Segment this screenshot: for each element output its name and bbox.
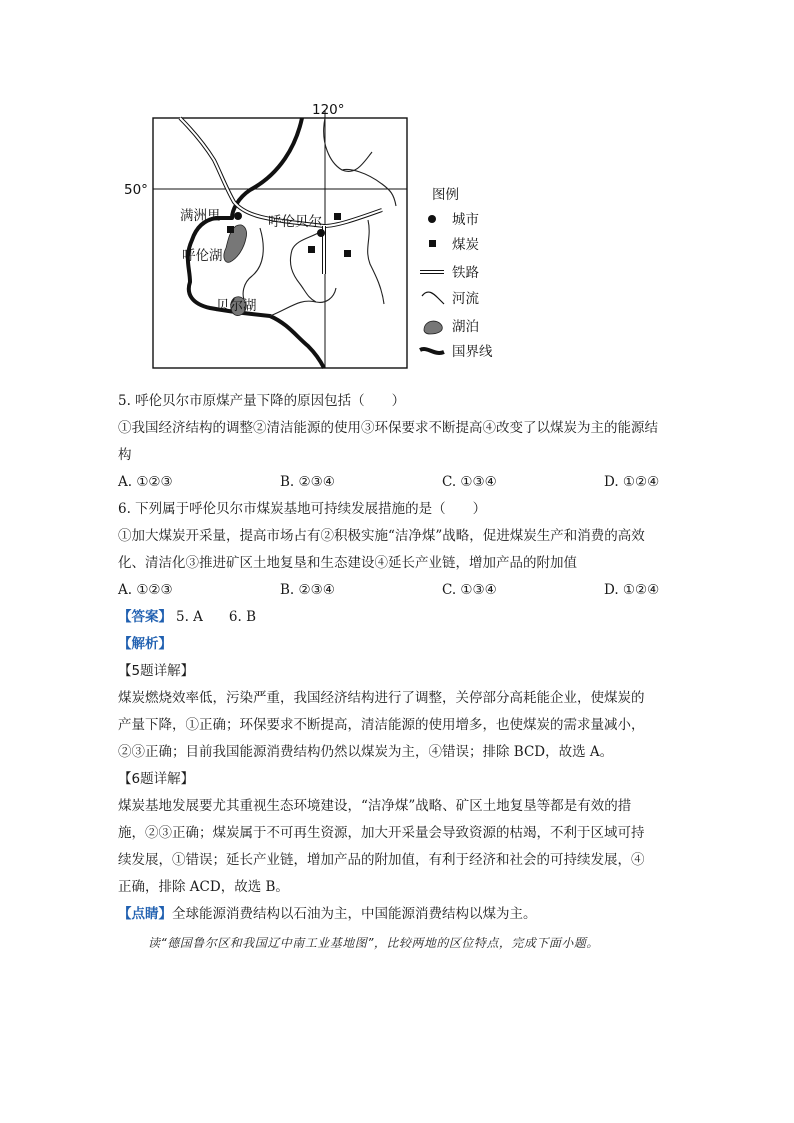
legend-lake-label: 湖泊	[452, 319, 479, 335]
legend-title: 图例	[432, 187, 459, 203]
legend-city-icon	[428, 215, 436, 223]
analysis-tag: 【解析】	[118, 636, 172, 652]
q5-choices-line2: 构	[118, 447, 132, 463]
legend-city-label: 城市	[452, 212, 479, 228]
hulunbuir-coal-map	[120, 98, 520, 378]
answer-6: 6. B	[228, 609, 257, 625]
q5-option-c: C. ①③④	[442, 474, 497, 490]
question-content	[118, 388, 678, 928]
q6-options	[118, 577, 678, 604]
q5-option-b: B. ②③④	[280, 474, 335, 490]
q5-choices-line1: ①我国经济结构的调整②清洁能源的使用③环保要求不断提高④改变了以煤炭为主的能源结	[118, 420, 658, 436]
legend-river-icon	[422, 292, 444, 304]
q6-option-c: C. ①③④	[442, 582, 497, 598]
q5-options	[118, 469, 678, 496]
next-question-intro: 读“德国鲁尔区和我国辽中南工业基地图”，比较两地的区位特点，完成下面小题。	[148, 936, 599, 950]
tip-text: 全球能源消费结构以石油为主，中国能源消费结构以煤为主。	[172, 906, 537, 922]
answer-line	[118, 604, 678, 631]
q6-option-b: B. ②③④	[280, 582, 335, 598]
detail6-line3: 续发展，①错误；延长产业链，增加产品的附加值，有利于经济和社会的可持续发展，④	[118, 852, 645, 868]
analysis-line	[118, 631, 678, 658]
detail6-line1: 煤炭基地发展要尤其重视生态环境建设，“洁净煤”战略、矿区土地复垦等都是有效的措	[118, 798, 632, 814]
q6-option-a: A. ①②③	[118, 582, 173, 598]
q6-choices-line1: ①加大煤炭开采量，提高市场占有②积极实施“洁净煤”战略，促进煤炭生产和消费的高效	[118, 528, 645, 544]
q6-choices-line2: 化、清洁化③推进矿区土地复垦和生态建设④延长产业链，增加产品的附加值	[118, 555, 577, 571]
detail5-line1: 煤炭燃烧效率低，污染严重，我国经济结构进行了调整，关停部分高耗能企业，使煤炭的	[118, 690, 645, 706]
hulun-lake-label: 呼伦湖	[182, 248, 223, 264]
manzhouli-city-dot	[234, 212, 242, 220]
manzhouli-label: 满洲里	[180, 208, 221, 224]
detail5-line3: ②③正确；目前我国能源消费结构仍然以煤炭为主，④错误；排除 BCD，故选 A。	[118, 744, 614, 760]
detail6-line4: 正确，排除 ACD，故选 B。	[118, 879, 289, 895]
q5-stem: 5. 呼伦贝尔市原煤产量下降的原因包括（ ）	[118, 393, 406, 409]
hulunbuir-label: 呼伦贝尔	[268, 214, 322, 230]
q5-option-a: A. ①②③	[118, 474, 173, 490]
lon-label: 120°	[312, 102, 345, 118]
map-legend	[420, 187, 493, 360]
q6-option-d: D. ①②④	[604, 582, 660, 598]
answer-5: 5. A	[176, 609, 203, 625]
lat-label: 50°	[124, 182, 148, 198]
tip-tag: 【点睛】	[118, 906, 172, 922]
buir-lake-label: 贝尔湖	[216, 298, 257, 314]
detail6-title: 【6题详解】	[118, 771, 195, 787]
tip-line	[118, 901, 678, 928]
national-border	[188, 118, 324, 368]
detail6-line2: 施，②③正确；煤炭属于不可再生资源，加大开采量会导致资源的枯竭，不利于区域可持	[118, 825, 645, 841]
hulunbuir-city-dot	[317, 229, 325, 237]
legend-border-label: 国界线	[452, 344, 493, 360]
q5-option-d: D. ①②④	[604, 474, 660, 490]
detail5-line2: 产量下降，①正确；环保要求不断提高，清洁能源的使用增多，也使煤炭的需求量减小，	[118, 717, 645, 733]
detail5-title: 【5题详解】	[118, 663, 195, 679]
legend-railway-label: 铁路	[452, 265, 479, 281]
legend-coal-icon	[429, 240, 436, 247]
legend-river-label: 河流	[452, 291, 479, 307]
q6-stem: 6. 下列属于呼伦贝尔市煤炭基地可持续发展措施的是（ ）	[118, 501, 487, 517]
legend-coal-label: 煤炭	[452, 237, 479, 253]
answer-tag: 【答案】	[118, 609, 172, 625]
legend-border-icon	[420, 349, 444, 353]
legend-lake-icon	[424, 321, 442, 334]
